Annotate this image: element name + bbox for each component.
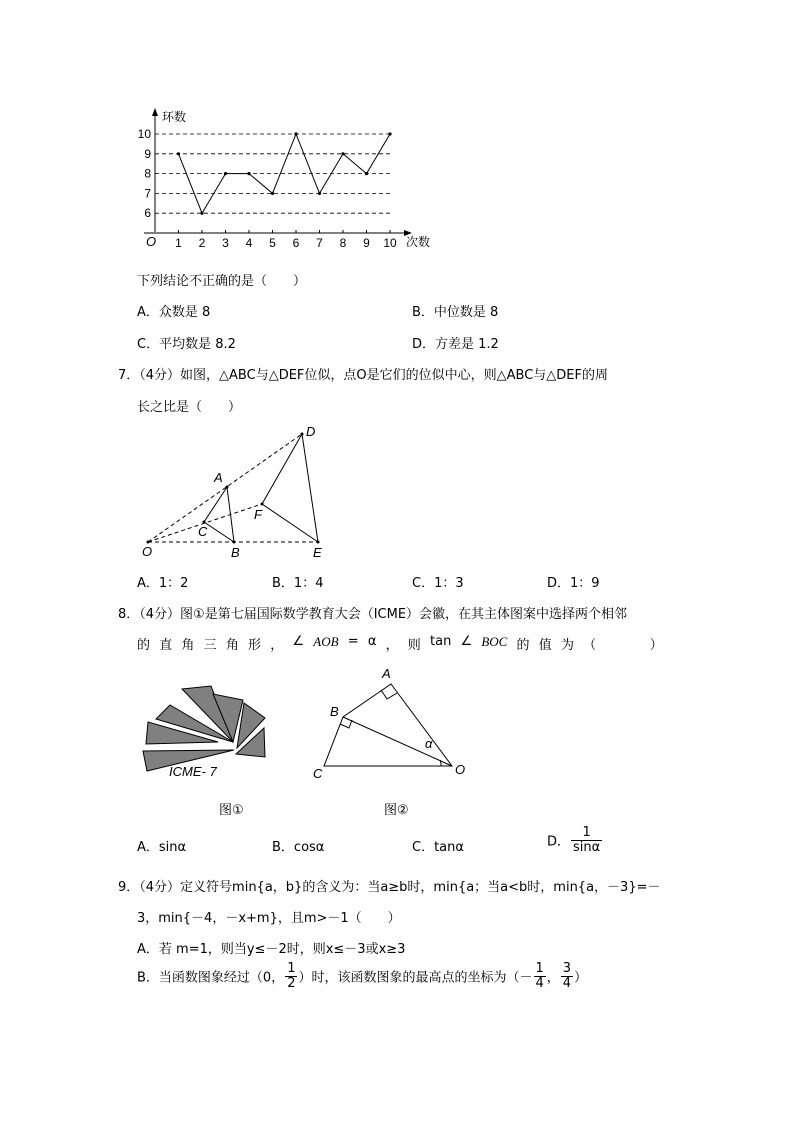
x-tick-label: 10 <box>383 236 397 250</box>
homothety-figure <box>0 420 794 565</box>
q9-option-b-end: ） <box>574 970 588 986</box>
x-tick-label: 9 <box>363 236 370 250</box>
q8-line2-word: tan <box>430 634 452 649</box>
q8-option-b[interactable]: B．cosα <box>272 840 325 855</box>
q8-line2-word: 的 <box>516 638 530 653</box>
x-tick-label: 3 <box>222 236 229 250</box>
data-point <box>388 132 391 135</box>
y-tick-label: 7 <box>144 186 151 201</box>
q8-line2-word: 则 <box>407 638 421 653</box>
y-tick-label: 6 <box>144 206 151 221</box>
q6-option-d[interactable]: D．方差是 1.2 <box>412 337 499 352</box>
q9-option-b-comma: ， <box>546 970 560 986</box>
q8-line2-word: ， <box>270 638 284 653</box>
q8-option-d-num: 1 <box>571 826 602 841</box>
q9-frac-half <box>285 962 297 990</box>
point-o-label: O <box>142 544 153 559</box>
q8-option-a[interactable]: A．sinα <box>137 840 187 855</box>
fig2-o-label: O <box>455 762 466 777</box>
point-b-label: B <box>231 545 240 560</box>
fig2-alpha-label: α <box>425 736 433 751</box>
x-tick-label: 2 <box>198 236 206 250</box>
data-point <box>318 192 321 195</box>
point-d-label: D <box>306 424 316 439</box>
q8-line2-word <box>628 634 641 653</box>
q8-option-c[interactable]: C．tanα <box>412 840 464 855</box>
score-line-chart <box>0 0 794 270</box>
icme-logo-text: ICME- 7 <box>169 764 217 779</box>
data-point <box>341 152 344 155</box>
chart-axes <box>144 108 412 236</box>
q9-option-b-mid: ）时，该函数图象的最高点的坐标为（－ <box>298 970 533 986</box>
x-tick-label: 8 <box>339 236 347 250</box>
q9-frac-quarter-num: 1 <box>535 961 544 976</box>
fig2-a-label: A <box>382 666 391 681</box>
q7-stem-line1: 7．（4分）如图，△ABC与△DEF位似，点O是它们的位似中心，则△ABC与△DEF的周 <box>118 368 608 383</box>
data-point <box>365 172 368 175</box>
q9-option-b[interactable] <box>137 962 587 990</box>
q8-line2-word: ∠ <box>460 634 473 649</box>
q8-option-d[interactable] <box>547 826 603 854</box>
q7-option-b[interactable]: B．1：4 <box>272 576 324 591</box>
q9-stem-line2: 3，min{－4，－x+m}，且m>－1（ ） <box>137 911 401 926</box>
data-point <box>271 192 274 195</box>
x-tick-label: 4 <box>245 236 253 250</box>
q8-line2-word: BOC <box>481 634 508 649</box>
fig2-c-label: C <box>313 766 323 781</box>
q8-option-d-prefix: D． <box>547 834 571 850</box>
y-axis-arrow <box>152 108 158 116</box>
data-point <box>200 212 203 215</box>
q8-line2-word: AOB <box>313 634 339 649</box>
q8-line2-word: 形 <box>248 638 262 653</box>
q8-line2-word: ， <box>385 638 399 653</box>
q9-option-a[interactable]: A．若 m=1，则当y≤－2时，则x≤－3或x≥3 <box>137 942 406 957</box>
q8-line2-word: α <box>367 634 377 649</box>
x-tick-label: 5 <box>269 236 276 250</box>
q8-line2-word: 的 <box>137 638 151 653</box>
q8-line2-word <box>605 634 618 653</box>
fig2-caption: 图② <box>384 803 409 818</box>
q7-option-a[interactable]: A．1：2 <box>137 576 189 591</box>
point-a-label: A <box>214 470 223 485</box>
data-point <box>224 172 227 175</box>
data-point <box>177 152 180 155</box>
q8-line2-word: 角 <box>225 638 239 653</box>
q9-frac-three-quarter <box>561 962 573 990</box>
q8-line2-word: 三 <box>203 638 217 653</box>
q8-line2-word: 为 <box>560 638 574 653</box>
point-c-label: C <box>198 524 208 539</box>
chart-grid <box>155 134 390 213</box>
y-tick-label: 10 <box>137 127 151 141</box>
y-tick-label: 8 <box>144 166 151 181</box>
q6-option-a[interactable]: A．众数是 8 <box>137 305 211 320</box>
icme-logo-figure <box>0 660 794 820</box>
q8-line2-word: （ <box>583 638 597 653</box>
q6-option-b[interactable]: B．中位数是 8 <box>412 305 499 320</box>
q8-line2-word: ） <box>649 638 663 653</box>
origin-label: O <box>146 234 157 249</box>
q9-frac-three-quarter-den: 4 <box>562 975 572 991</box>
point-e-label: E <box>313 545 322 560</box>
q7-stem-line2: 长之比是（ ） <box>137 400 242 415</box>
data-point <box>247 172 250 175</box>
q8-line2-word: = <box>347 634 359 649</box>
q8-option-d-fraction <box>571 826 602 854</box>
q8-stem-line2 <box>137 634 663 653</box>
q9-frac-quarter <box>534 962 546 990</box>
y-tick-label: 9 <box>144 146 151 161</box>
q9-stem-line1: 9．（4分）定义符号min{a，b}的含义为：当a≥b时，min{a；当a<b时，min{a，－3}=－ <box>118 880 661 895</box>
q9-option-b-prefix: B．当函数图象经过（0， <box>137 970 285 986</box>
q6-option-c[interactable]: C．平均数是 8.2 <box>137 337 236 352</box>
q8-option-d-den: sinα <box>573 839 601 855</box>
data-point <box>294 132 297 135</box>
x-tick-label: 6 <box>292 236 300 250</box>
q9-frac-half-den: 2 <box>287 975 296 991</box>
point-f-label: F <box>254 507 262 522</box>
y-axis-label: 环数 <box>162 110 187 124</box>
q8-stem-line1: 8．（4分）图①是第七届国际数学教育大会（ICME）会徽，在其主体图案中选择两个相邻 <box>118 607 628 622</box>
q9-frac-three-quarter-num: 3 <box>562 961 572 976</box>
x-axis-label: 次数 <box>406 235 431 249</box>
q7-option-c[interactable]: C．1：3 <box>412 576 464 591</box>
q7-option-d[interactable]: D．1：9 <box>547 576 600 591</box>
fig1-caption: 图① <box>219 803 244 818</box>
q9-frac-half-num: 1 <box>287 961 296 976</box>
q8-line2-word: 角 <box>181 638 195 653</box>
x-tick-label: 1 <box>175 236 182 250</box>
q6-prompt: 下列结论不正确的是（ ） <box>137 274 307 289</box>
q8-line2-word: ∠ <box>292 634 305 649</box>
fig2-b-label: B <box>330 704 339 719</box>
x-tick-label: 7 <box>316 236 323 250</box>
q9-frac-quarter-den: 4 <box>535 975 544 991</box>
q8-line2-word: 值 <box>538 638 552 653</box>
q8-line2-word: 直 <box>159 638 173 653</box>
